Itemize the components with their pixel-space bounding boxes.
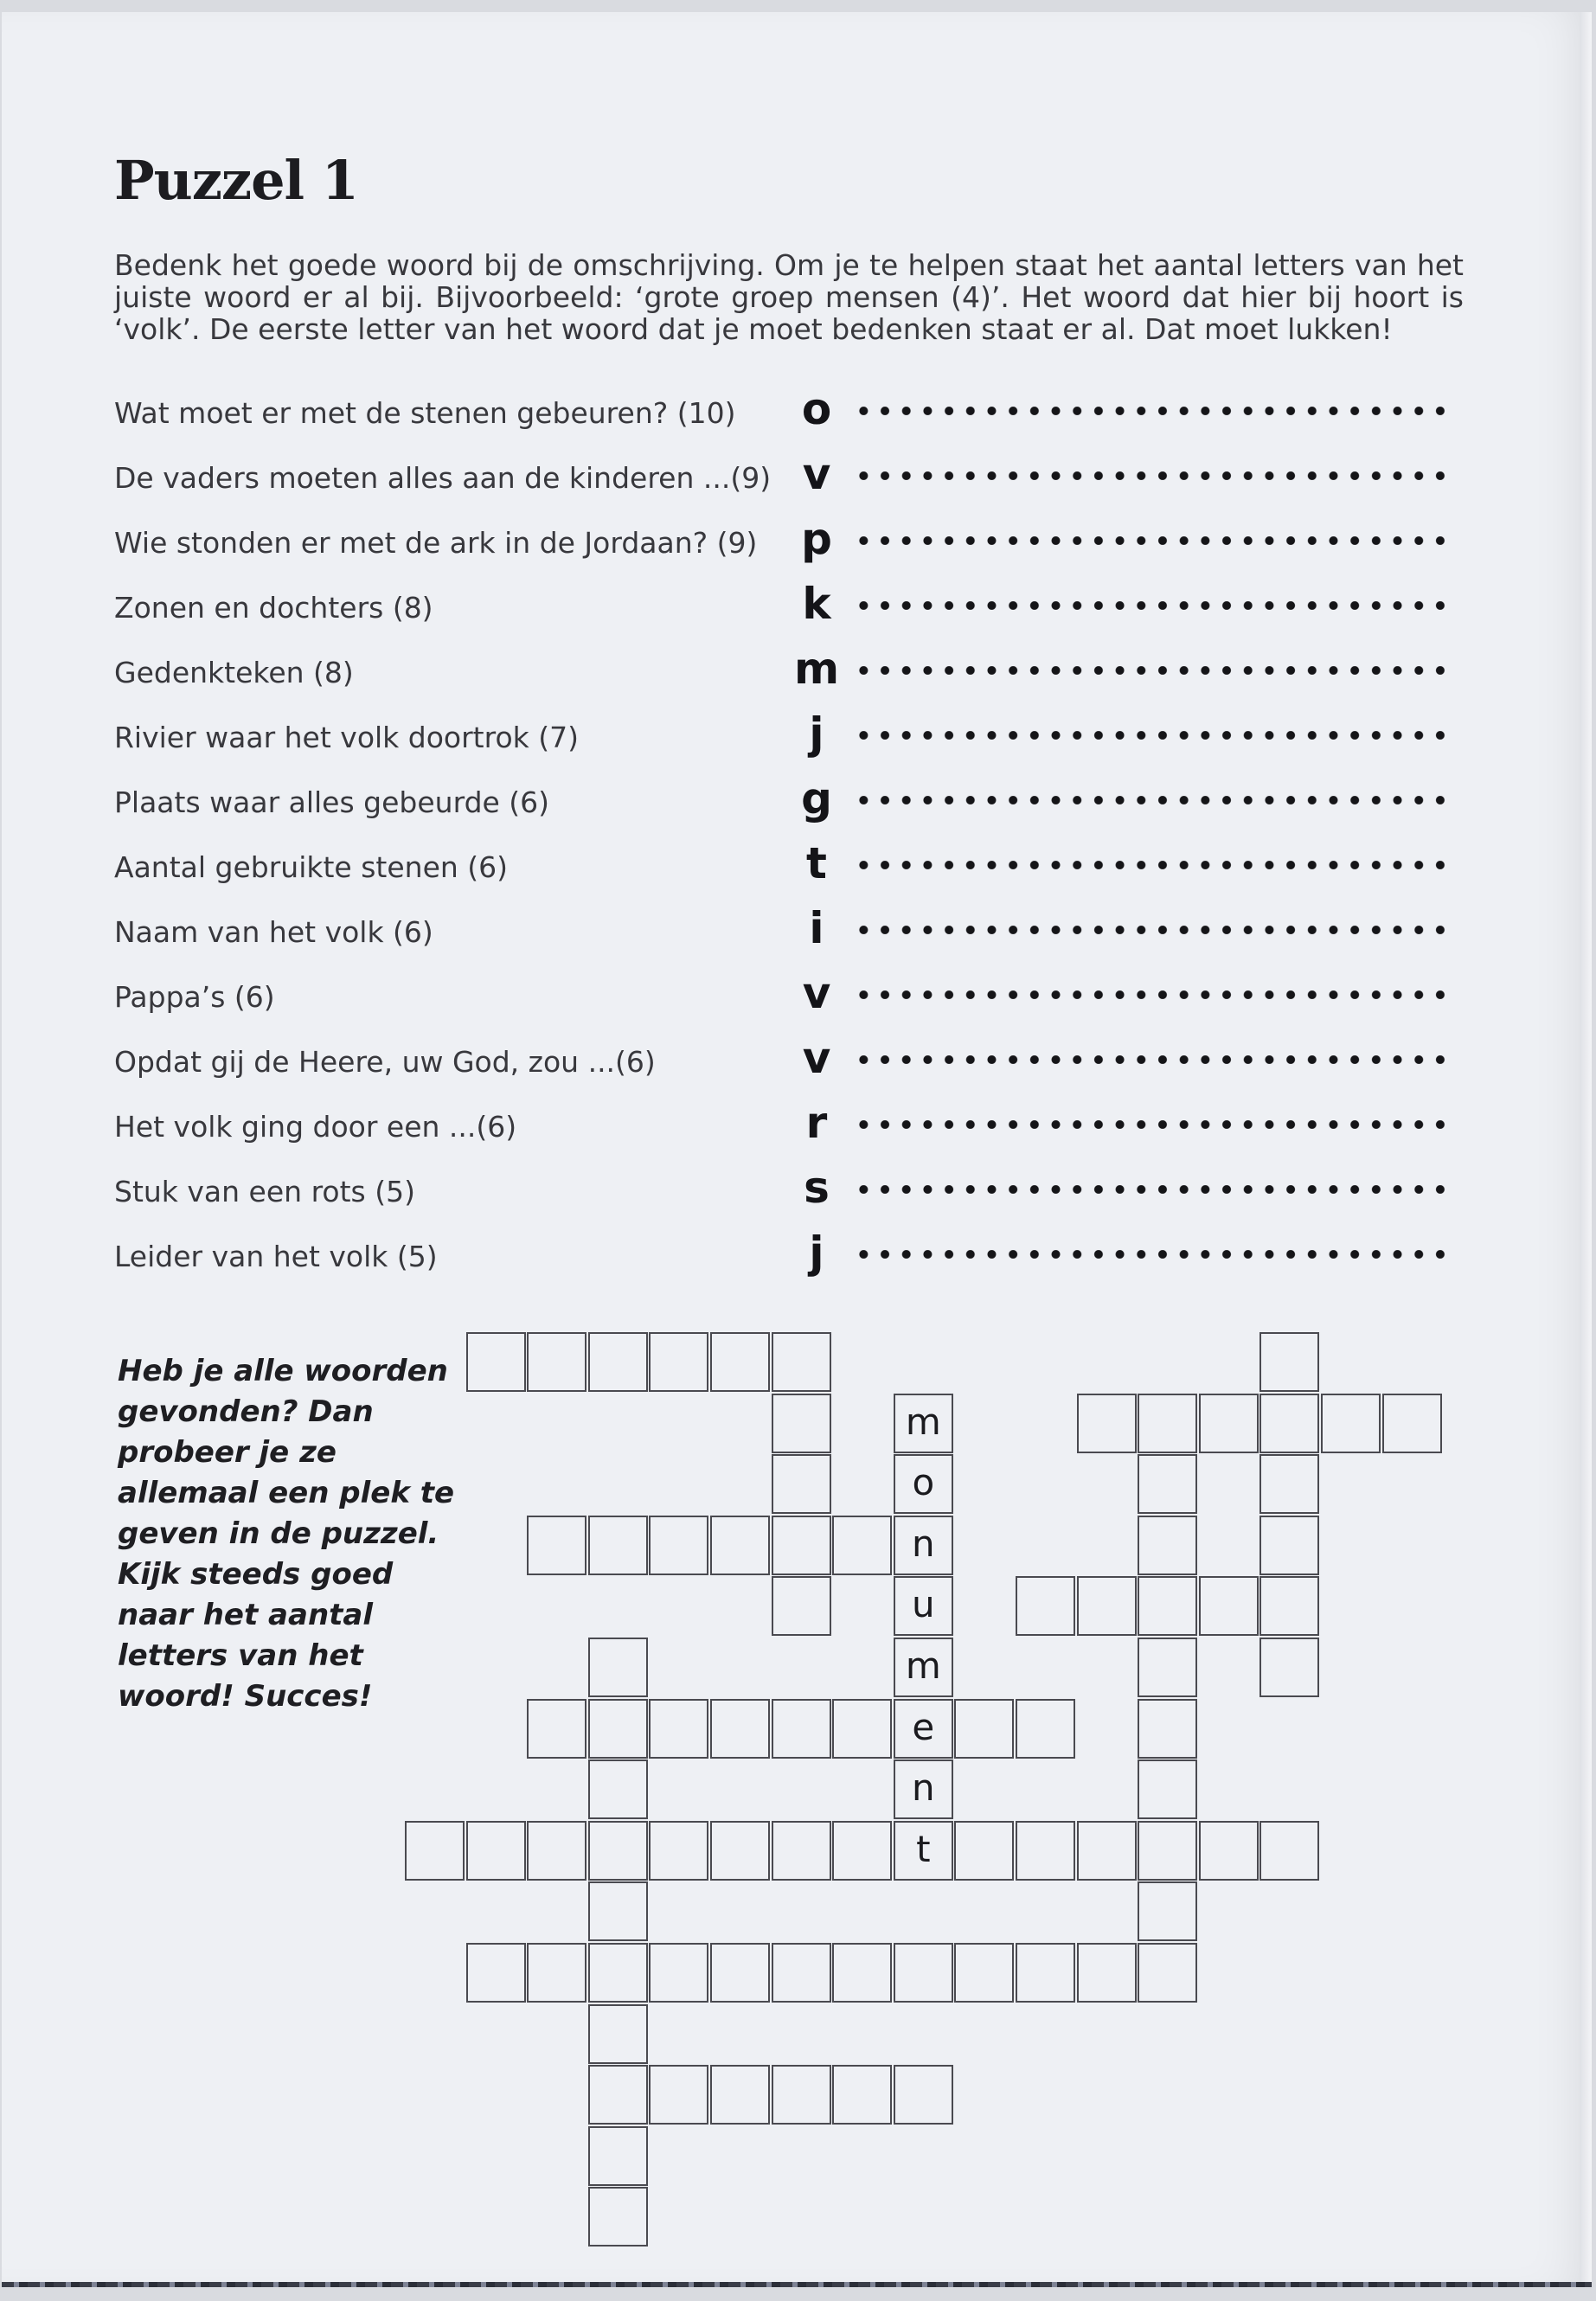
crossword-cell[interactable] [527, 1699, 586, 1759]
clue-text: Pappa’s (6) [114, 980, 275, 1014]
clue-first-letter: s [804, 1163, 830, 1213]
clue-first-letter: m [793, 644, 840, 694]
crossword-cell[interactable] [527, 1943, 586, 2003]
clue-first-letter: i [809, 903, 824, 953]
crossword-cell[interactable] [772, 1943, 831, 2003]
crossword-cell[interactable] [1016, 1699, 1075, 1759]
crossword-cell[interactable] [649, 2065, 708, 2125]
crossword-cell[interactable] [1259, 1332, 1319, 1392]
crossword-cell[interactable] [832, 1821, 892, 1881]
clue-first-letter: v [802, 1033, 831, 1083]
clue-text: De vaders moeten alles aan de kinderen ...(9) [114, 461, 772, 495]
page-title: Puzzel 1 [114, 149, 358, 212]
crossword-cell[interactable] [1138, 1821, 1197, 1881]
crossword-cell[interactable] [1138, 1638, 1197, 1697]
answer-line[interactable] [853, 1185, 1450, 1194]
crossword-cell[interactable] [772, 1332, 831, 1392]
crossword-cell[interactable] [588, 1638, 648, 1697]
crossword-cell[interactable] [466, 1943, 526, 2003]
clue-first-letter: p [801, 514, 832, 564]
answer-line[interactable] [853, 990, 1450, 999]
answer-line[interactable] [853, 1120, 1450, 1129]
crossword-cell[interactable] [894, 2065, 953, 2125]
crossword-cell[interactable] [527, 1821, 586, 1881]
clue-first-letter: g [801, 773, 832, 824]
crossword-cell[interactable] [954, 1821, 1014, 1881]
crossword-cell[interactable] [954, 1699, 1014, 1759]
crossword-cell[interactable] [710, 1516, 770, 1575]
page-edge [1580, 12, 1592, 2287]
crossword-cell[interactable] [588, 1516, 648, 1575]
crossword-cell[interactable] [832, 2065, 892, 2125]
answer-line[interactable] [853, 861, 1450, 869]
crossword-cell[interactable] [1138, 1759, 1197, 1819]
crossword-cell[interactable] [527, 1516, 586, 1575]
crossword-cell[interactable] [1199, 1821, 1259, 1881]
answer-line[interactable] [853, 731, 1450, 740]
clue-text: Naam van het volk (6) [114, 915, 433, 949]
answer-line[interactable] [853, 601, 1450, 610]
clue-text: Opdat gij de Heere, uw God, zou ...(6) [114, 1045, 656, 1079]
clue-text: Gedenkteken (8) [114, 656, 354, 689]
crossword-cell[interactable] [588, 1943, 648, 2003]
crossword-cell[interactable] [649, 1332, 708, 1392]
crossword-cell[interactable] [1382, 1394, 1442, 1453]
clue-text: Wie stonden er met de ark in de Jordaan? (9) [114, 526, 758, 560]
crossword-cell[interactable] [894, 1943, 953, 2003]
crossword-cell[interactable] [772, 1454, 831, 1514]
crossword-cell[interactable] [588, 1821, 648, 1881]
crossword-cell[interactable] [1138, 1576, 1197, 1636]
crossword-cell[interactable] [649, 1943, 708, 2003]
clue-text: Het volk ging door een ...(6) [114, 1110, 517, 1144]
answer-line[interactable] [853, 407, 1450, 415]
answer-line[interactable] [853, 471, 1450, 480]
crossword-cell[interactable] [710, 1332, 770, 1392]
clue-first-letter: j [809, 1227, 824, 1278]
crossword-cell[interactable] [1016, 1576, 1075, 1636]
crossword-cell[interactable] [405, 1821, 465, 1881]
clue-first-letter: o [801, 384, 832, 434]
crossword-cell[interactable] [772, 1821, 831, 1881]
puzzle-page [2, 12, 1592, 2287]
crossword-cell[interactable] [1138, 1394, 1197, 1453]
crossword-cell[interactable] [832, 1699, 892, 1759]
crossword-cell[interactable] [466, 1332, 526, 1392]
given-letter: t [916, 1827, 931, 1870]
crossword-cell[interactable] [588, 2126, 648, 2186]
crossword-cell[interactable] [588, 1699, 648, 1759]
clue-text: Stuk van een rots (5) [114, 1175, 415, 1208]
crossword-cell[interactable] [832, 1943, 892, 2003]
clue-text: Aantal gebruikte stenen (6) [114, 850, 509, 884]
crossword-cell[interactable] [588, 2004, 648, 2064]
crossword-cell[interactable] [954, 1943, 1014, 2003]
crossword-cell[interactable] [710, 1699, 770, 1759]
crossword-cell[interactable] [772, 1576, 831, 1636]
clue-text: Plaats waar alles gebeurde (6) [114, 785, 550, 819]
crossword-cell[interactable] [1199, 1576, 1259, 1636]
clue-first-letter: k [802, 579, 831, 629]
answer-line[interactable] [853, 1055, 1450, 1064]
clue-first-letter: r [805, 1098, 828, 1148]
crossword-cell[interactable] [832, 1516, 892, 1575]
crossword-cell[interactable] [588, 2187, 648, 2247]
given-letter: m [905, 1400, 941, 1443]
crossword-cell[interactable] [1321, 1394, 1381, 1453]
crossword-cell[interactable] [1077, 1943, 1137, 2003]
clue-first-letter: j [809, 708, 824, 759]
crossword-cell[interactable] [466, 1821, 526, 1881]
crossword-cell[interactable] [772, 1699, 831, 1759]
crossword-cell[interactable] [1138, 1454, 1197, 1514]
given-letter: n [911, 1522, 935, 1565]
given-letter: m [905, 1644, 941, 1687]
crossword-cell[interactable] [710, 1821, 770, 1881]
crossword-cell[interactable] [588, 2065, 648, 2125]
scan-edge-strip [2, 2282, 1592, 2287]
crossword-cell[interactable] [772, 2065, 831, 2125]
crossword-cell[interactable] [1138, 1943, 1197, 2003]
answer-line[interactable] [853, 926, 1450, 934]
clue-first-letter: t [806, 838, 827, 888]
crossword-cell[interactable] [588, 1881, 648, 1941]
crossword-cell[interactable] [649, 1699, 708, 1759]
given-letter: n [911, 1766, 935, 1810]
crossword-cell[interactable] [1016, 1821, 1075, 1881]
crossword-cell[interactable] [1138, 1881, 1197, 1941]
given-letter: o [912, 1461, 935, 1504]
hint-text: Heb je alle woorden gevonden? Dan probeer je ze allemaal een plek te geven in de puzzel. Kijk steeds goed naar het aantal letters van het woord! Succes! [118, 1354, 455, 1714]
clue-first-letter: v [802, 449, 831, 499]
clue-text: Rivier waar het volk doortrok (7) [114, 721, 579, 754]
crossword-cell[interactable] [1077, 1576, 1137, 1636]
crossword-cell[interactable] [1259, 1638, 1319, 1697]
clue-text: Leider van het volk (5) [114, 1240, 438, 1273]
answer-line[interactable] [853, 1250, 1450, 1259]
crossword-cell[interactable] [710, 2065, 770, 2125]
crossword-cell[interactable] [1016, 1943, 1075, 2003]
clue-text: Zonen en dochters (8) [114, 591, 433, 625]
crossword-cell[interactable] [649, 1821, 708, 1881]
clue-first-letter: v [802, 968, 831, 1018]
crossword-cell[interactable] [588, 1332, 648, 1392]
crossword-cell[interactable] [1259, 1394, 1319, 1453]
clue-text: Wat moet er met de stenen gebeuren? (10) [114, 396, 736, 430]
crossword-cell[interactable] [1259, 1576, 1319, 1636]
crossword-cell[interactable] [1259, 1454, 1319, 1514]
crossword-cell[interactable] [772, 1516, 831, 1575]
crossword-cell[interactable] [649, 1516, 708, 1575]
crossword-cell[interactable] [527, 1332, 586, 1392]
crossword-cell[interactable] [588, 1759, 648, 1819]
crossword-cell[interactable] [1199, 1394, 1259, 1453]
crossword-cell[interactable] [1077, 1394, 1137, 1453]
crossword-cell[interactable] [1077, 1821, 1137, 1881]
crossword-cell[interactable] [772, 1394, 831, 1453]
given-letter: u [911, 1583, 935, 1626]
answer-line[interactable] [853, 666, 1450, 675]
crossword-cell[interactable] [1138, 1699, 1197, 1759]
crossword-cell[interactable] [710, 1943, 770, 2003]
instructions-text: Bedenk het goede woord bij de omschrijving. Om je te helpen staat het aantal letters van het juiste woord er al bij. Bijvoorbeeld: ‘grote groep mensen (4)’. Het woord dat hier bij hoort is ‘volk’. De eerste letter van het woord dat je moet bedenken staat er al. Dat moet lukken! [114, 248, 1464, 346]
crossword-cell[interactable] [1259, 1821, 1319, 1881]
given-letter: e [912, 1705, 935, 1748]
answer-line[interactable] [853, 536, 1450, 545]
crossword-cell[interactable] [1259, 1516, 1319, 1575]
answer-line[interactable] [853, 796, 1450, 804]
crossword-cell[interactable] [1138, 1516, 1197, 1575]
